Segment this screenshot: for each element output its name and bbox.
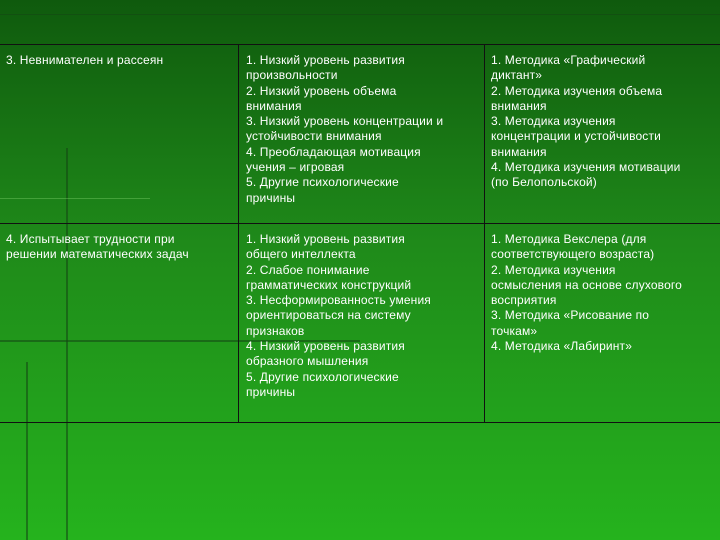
table-row: [0, 224, 720, 423]
methods-cell: 1. Методика Векслера (для соответствующего возраста) 2. Методика изучения осмысления на основе слухового восприятия 3. Методика «Рисование по точкам» 4. Методика «Лабиринт»: [484, 224, 720, 422]
causes-cell: 1. Низкий уровень развития общего интеллекта 2. Слабое понимание грамматических конструкций 3. Несформированность умения ориентироваться на систему признаков 4. Низкий уровень развития образного мышления 5. Другие психологические причины: [238, 224, 484, 422]
methods-cell: 1. Методика «Графический диктант» 2. Методика изучения объема внимания 3. Методика изучения концентрации и устойчивости внимания 4. Методика изучения мотивации (по Белопольской): [484, 45, 720, 223]
table-row: [0, 45, 720, 224]
problem-cell: 3. Невнимателен и рассеян: [6, 53, 164, 67]
content-table: [0, 44, 720, 423]
problem-cell: 4. Испытывает трудности при решении математических задач: [6, 232, 189, 262]
causes-cell: 1. Низкий уровень развития произвольности 2. Низкий уровень объема внимания 3. Низкий уровень концентрации и устойчивости внимания 4. Преобладающая мотивация учения – игровая 5. Другие психологические причины: [238, 45, 484, 223]
decor-line: [0, 14, 720, 15]
